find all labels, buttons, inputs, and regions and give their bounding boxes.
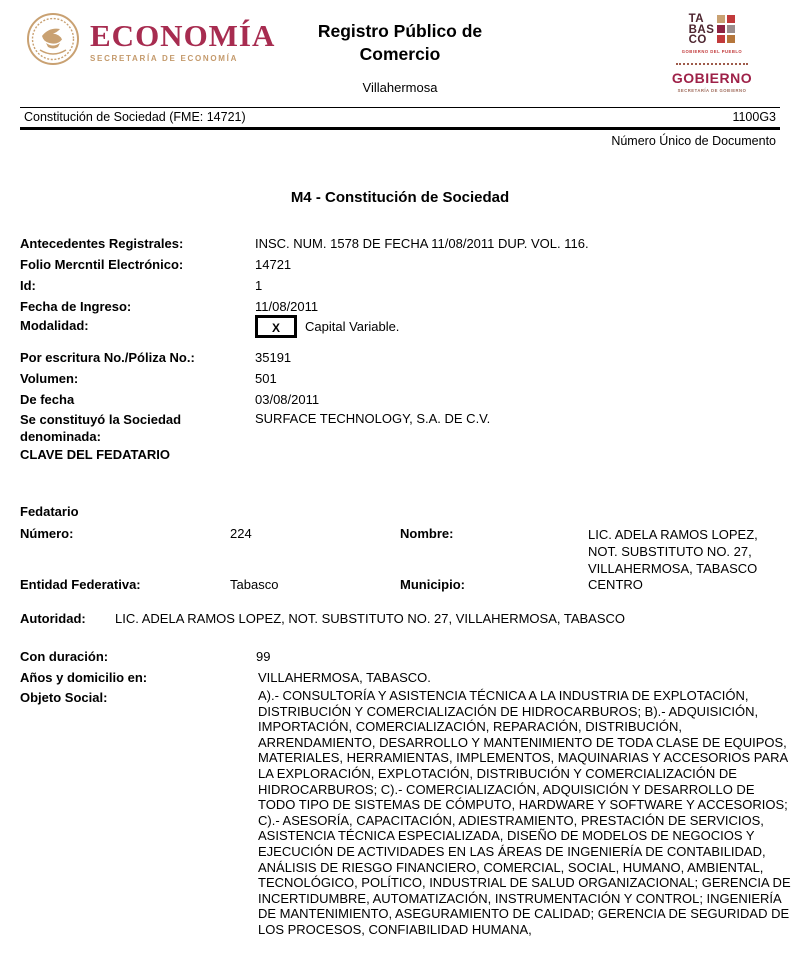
folio-value: 14721: [255, 257, 292, 272]
id-value: 1: [255, 278, 263, 293]
municipio-label: Municipio:: [400, 577, 465, 592]
id-label: Id:: [20, 278, 36, 293]
capital-variable-checkbox: [255, 315, 297, 338]
page-title: Registro Público de Comercio: [317, 21, 483, 64]
tabasco-logo: [662, 14, 762, 93]
fecha-ingreso-value: 11/08/2011: [255, 299, 319, 314]
numero-value: 224: [230, 526, 252, 541]
economia-wordmark: ECONOMÍA: [90, 18, 276, 53]
fecha-ingreso-label: Fecha de Ingreso:: [20, 299, 132, 314]
autoridad-value: LIC. ADELA RAMOS LOPEZ, NOT. SUBSTITUTO NO. 27, VILLAHERMOSA, TABASCO: [115, 611, 626, 626]
clave-fedatario-heading: CLAVE DEL FEDATARIO: [20, 447, 170, 462]
nombre-value: LIC. ADELA RAMOS LOPEZ, NOT. SUBSTITUTO NO. 27, VILLAHERMOSA, TABASCO: [588, 527, 758, 576]
document-type: Constitución de Sociedad (FME: 14721): [24, 110, 246, 124]
document-code: 1100G3: [732, 110, 776, 124]
escritura-label: Por escritura No./Póliza No.:: [20, 350, 195, 365]
thick-rule: [20, 127, 780, 130]
modalidad-label: Modalidad:: [20, 318, 89, 333]
folio-label: Folio Mercntil Electrónico:: [20, 257, 184, 272]
sociedad-value: SURFACE TECHNOLOGY, S.A. DE C.V.: [255, 411, 491, 426]
entidad-value: Tabasco: [230, 577, 279, 592]
tabasco-wordmark: TA BAS CO: [689, 14, 736, 46]
duracion-label: Con duración:: [20, 649, 109, 664]
objeto-social-label: Objeto Social:: [20, 690, 108, 705]
antecedentes-value: INSC. NUM. 1578 DE FECHA 11/08/2011 DUP. VOL. 116.: [255, 236, 589, 251]
form-title: M4 - Constitución de Sociedad: [290, 189, 510, 206]
duracion-value: 99: [256, 649, 271, 664]
page-subtitle: Villahermosa: [362, 80, 438, 95]
nombre-label: Nombre:: [400, 526, 454, 541]
volumen-value: 501: [255, 371, 277, 386]
antecedentes-label: Antecedentes Registrales:: [20, 236, 184, 251]
de-fecha-label: De fecha: [20, 392, 75, 407]
gobierno-wordmark: GOBIERNO: [671, 69, 753, 86]
objeto-social-value: A).- CONSULTORÍA Y ASISTENCIA TÉCNICA A LA INDUSTRIA DE EXPLOTACIÓN, DISTRIBUCIÓN Y COMERCIALIZACIÓN DE HIDROCARBUROS; B).- ADQUISICIÓN, IMPORTACIÓN, COMERCIALIZACIÓN, REPARACIÓN, DISTRIBUCIÓN, ARRENDAMIENTO, DESARROLLO Y MANTENIMIENTO DE TODA CLASE DE EQUIPOS, MATERIALES, HERRAMIENTAS, IMPLEMENTOS, MAQUINARIAS Y ACCESORIOS PARA LA EXPLORACIÓN, EXPLOTACIÓN, DISTRIBUCIÓN Y COMERCIALIZACIÓN DE HIDROCARBUROS; C).- COMERCIALIZACIÓN, ADQUISICIÓN Y DESARROLLO DE TODO TIPO DE SISTEMAS DE CÓMPUTO, HARDWARE Y SOFTWARE Y ACCESORIOS; C).- ASESORÍA, CAPACITACIÓN, ADIESTRAMIENTO, PRESTACIÓN DE SERVICIOS, ASISTENCIA TÉCNICA ESPECIALIZADA, DISEÑO DE MODELOS DE NEGOCIOS Y EJECUCIÓN DE ACTIVIDADES EN LAS ÁREAS DE INGENIERÍA DE CONTABILIDAD, ANÁLISIS DE RIESGO FINANCIERO, COMERCIAL, SOCIAL, HUMANO, AMBIENTAL, TECNOLÓGICO, POLÍTICO, INDUSTRIAL DE SALUD ORGANIZACIONAL; GERENCIA DE INCERTIDUMBRE, AUTOMATIZACIÓN, INSTRUMENTACIÓN Y CONTROL; INGENIERÍA DE MANTENIMIENTO, ASEGURAMIENTO DE CALIDAD; GERENCIA DE SEGURIDAD DE LOS PROCESOS, CONFIABILIDAD HUMANA,: [258, 688, 791, 937]
numero-label: Número:: [20, 526, 74, 541]
municipio-value: CENTRO: [588, 577, 643, 592]
gobierno-tagline: SECRETARÍA DE GOBIERNO: [677, 87, 747, 93]
economia-tagline: SECRETARÍA DE ECONOMÍA: [90, 54, 239, 63]
sociedad-label: Se constituyó la Sociedad denominada:: [20, 412, 182, 444]
fedatario-section-title: Fedatario: [20, 504, 79, 519]
volumen-label: Volumen:: [20, 371, 79, 386]
escritura-value: 35191: [255, 350, 292, 365]
dotted-divider: [676, 63, 748, 65]
top-rule: [20, 107, 780, 108]
checkbox-mark: X: [271, 320, 280, 335]
autoridad-label: Autoridad:: [20, 611, 86, 626]
domicilio-value: VILLAHERMOSA, TABASCO.: [258, 670, 431, 685]
tabasco-tagline: GOBIERNO DEL PUEBLO: [681, 48, 743, 54]
modalidad-value: Capital Variable.: [305, 319, 400, 334]
tabasco-mosaic-icon: [717, 15, 735, 43]
de-fecha-value: 03/08/2011: [255, 392, 320, 407]
entidad-label: Entidad Federativa:: [20, 577, 141, 592]
document-number-caption: Número Único de Documento: [611, 134, 776, 148]
domicilio-label: Años y domicilio en:: [20, 670, 148, 685]
